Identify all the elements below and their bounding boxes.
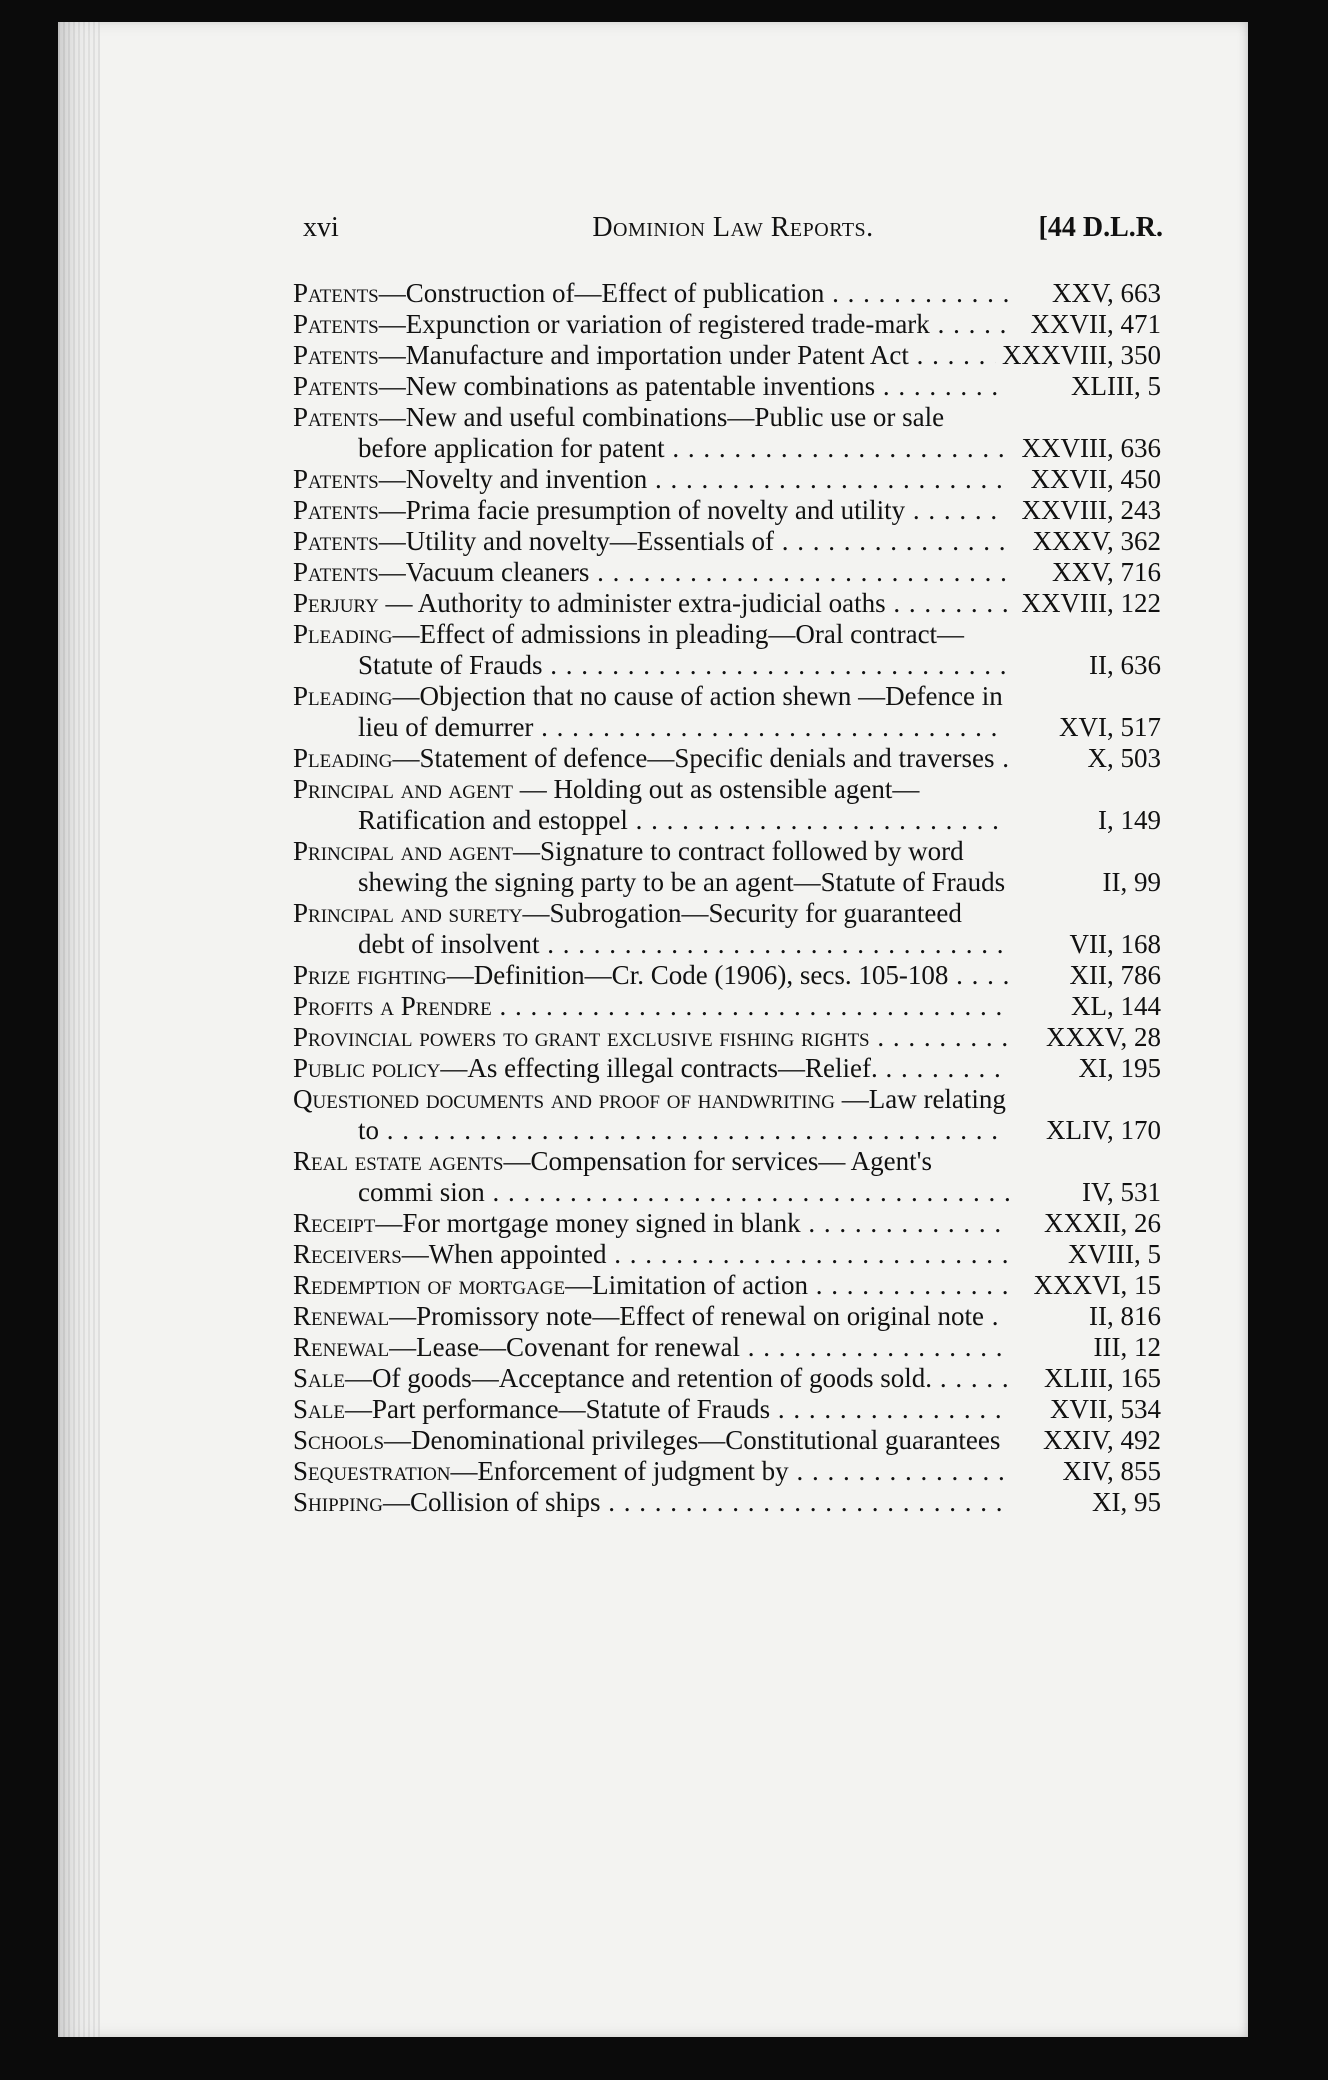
entry-reference: XII, 786 — [1064, 960, 1161, 991]
index-entry — [293, 836, 1161, 898]
entry-reference: XXV, 716 — [1046, 557, 1161, 588]
entry-text: —Effect of admissions in pleading—Oral contract—Statute of Frauds — [358, 619, 965, 680]
entry-reference: XXIV, 492 — [1037, 1425, 1161, 1456]
entry-reference: II, 816 — [1083, 1301, 1161, 1332]
entry-heading: Patents — [293, 526, 379, 556]
entry-text: —Definition—Cr. Code (1906), secs. 105-108 — [446, 960, 949, 990]
entry-heading: Real estate agents — [293, 1146, 504, 1176]
index-entry — [293, 1456, 1161, 1487]
page-edge — [58, 22, 100, 2037]
entry-text: —Utility and novelty—Essentials of — [378, 526, 774, 556]
entry-heading: Pleading — [293, 619, 393, 649]
entry-heading: Patents — [293, 371, 379, 401]
entry-text: —Manufacture and importation under Patent Act — [378, 340, 909, 370]
index-entry — [293, 1084, 1161, 1146]
index-entry — [293, 619, 1161, 681]
index-entry — [293, 402, 1161, 464]
entry-text: —Collision of ships — [382, 1487, 601, 1517]
index-entry — [293, 1301, 1161, 1332]
index-entry — [293, 340, 1161, 371]
entry-reference: XXVIII, 122 — [1016, 588, 1161, 619]
entry-reference: XXXVIII, 350 — [996, 340, 1161, 371]
entry-reference: XLIV, 170 — [1040, 1115, 1161, 1146]
entry-reference: XVI, 517 — [1053, 712, 1161, 743]
entry-heading: Schools — [293, 1425, 385, 1455]
index-entry — [293, 371, 1161, 402]
entry-text: —Objection that no cause of action shewn —Defence in lieu of demurrer — [358, 681, 1003, 742]
index-entry — [293, 1394, 1161, 1425]
entry-text: —New and useful combinations—Public use or sale before application for patent — [358, 402, 945, 463]
entry-text: —As effecting illegal contracts—Relief. — [440, 1053, 878, 1083]
entry-text: —Denominational privileges—Constitutional guarantees — [384, 1425, 1001, 1455]
entry-text: —Subrogation—Security for guaranteed debt of insolvent — [358, 898, 962, 959]
entry-heading: Principal and agent — [293, 774, 513, 804]
entry-text: —Law relating to — [358, 1084, 1006, 1145]
entry-reference: III, 12 — [1088, 1332, 1161, 1363]
entry-heading: Receipt — [293, 1208, 376, 1238]
index-entry — [293, 960, 1161, 991]
index-entry — [293, 1425, 1161, 1456]
entry-heading: Patents — [293, 495, 379, 525]
entry-heading: Principal and surety — [293, 898, 523, 928]
entry-reference: XXV, 663 — [1046, 278, 1161, 309]
index-entry — [293, 1363, 1161, 1394]
entry-heading: Sequestration — [293, 1456, 451, 1486]
entry-heading: Patents — [293, 278, 379, 308]
dot-leader — [358, 1115, 999, 1146]
entry-text: —New combinations as patentable inventions — [378, 371, 876, 401]
index-entry — [293, 588, 1161, 619]
entry-reference: XVIII, 5 — [1062, 1239, 1161, 1270]
entry-text: —When appointed — [401, 1239, 607, 1269]
entry-reference: XXVII, 450 — [1025, 464, 1161, 495]
index-entry — [293, 278, 1161, 309]
entry-text: —Compensation for services— Agent's commi sion — [358, 1146, 933, 1207]
index-entry — [293, 681, 1161, 743]
running-header — [303, 212, 1163, 252]
index-entry — [293, 526, 1161, 557]
index-entry — [293, 1053, 1161, 1084]
entry-heading: Principal and agent — [293, 836, 513, 866]
entry-reference: XLIII, 165 — [1038, 1363, 1161, 1394]
volume-reference: [44 D.L.R. — [1038, 212, 1163, 243]
entry-reference: XXXV, 28 — [1040, 1022, 1161, 1053]
index-entry — [293, 774, 1161, 836]
page-number: xvi — [303, 212, 339, 243]
entry-text: —For mortgage money signed in blank — [375, 1208, 801, 1238]
entry-reference: X, 503 — [1082, 743, 1162, 774]
index-entry — [293, 1270, 1161, 1301]
entry-reference: II, 636 — [1083, 650, 1161, 681]
entry-text: —Statement of defence—Specific denials and traverses — [392, 743, 995, 773]
entry-reference: XXVIII, 243 — [1016, 495, 1161, 526]
entry-heading: Profits a Prendre — [293, 991, 492, 1021]
entry-heading: Patents — [293, 557, 379, 587]
entry-reference: XI, 95 — [1086, 1487, 1161, 1518]
index-entry — [293, 495, 1161, 526]
index-entry — [293, 1022, 1161, 1053]
entry-heading: Renewal — [293, 1301, 390, 1331]
entry-text: —Promissory note—Effect of renewal on original note — [389, 1301, 984, 1331]
entry-heading: Public policy — [293, 1053, 441, 1083]
entry-heading: Redemption of mortgage — [293, 1270, 566, 1300]
running-title: Dominion Law Reports. — [592, 212, 874, 243]
index-entry — [293, 557, 1161, 588]
entry-text: —Vacuum cleaners — [378, 557, 590, 587]
entry-reference: I, 149 — [1092, 805, 1161, 836]
entry-text: —Enforcement of judgment by — [450, 1456, 789, 1486]
entry-reference: XVII, 534 — [1044, 1394, 1161, 1425]
entry-text: —Expunction or variation of registered trade-mark — [378, 309, 930, 339]
entry-reference: XLIII, 5 — [1065, 371, 1161, 402]
entry-text: —Construction of—Effect of publication — [378, 278, 825, 308]
index-entry — [293, 898, 1161, 960]
entry-text: —Of goods—Acceptance and retention of goods sold. — [344, 1363, 933, 1393]
entry-reference: II, 99 — [1097, 867, 1161, 898]
entry-heading: Pleading — [293, 681, 393, 711]
entry-heading: Provincial powers to grant exclusive fishing rights — [293, 1022, 870, 1052]
entry-heading: Prize fighting — [293, 960, 447, 990]
entry-text: — Authority to administer extra-judicial oaths — [378, 588, 886, 618]
index-entry — [293, 991, 1161, 1022]
entry-reference: XIV, 855 — [1056, 1456, 1161, 1487]
entry-heading: Patents — [293, 309, 379, 339]
index-entry — [293, 1332, 1161, 1363]
entry-heading: Patents — [293, 464, 379, 494]
entry-heading: Shipping — [293, 1487, 383, 1517]
entry-heading: Sale — [293, 1363, 345, 1393]
index-entry — [293, 1208, 1161, 1239]
entry-text: —Novelty and invention — [378, 464, 648, 494]
index-entry — [293, 1239, 1161, 1270]
index-entry — [293, 1146, 1161, 1208]
entry-heading: Receivers — [293, 1239, 402, 1269]
entry-heading: Perjury — [293, 588, 379, 618]
entry-text: —Lease—Covenant for renewal — [389, 1332, 740, 1362]
entry-text: —Part performance—Statute of Frauds — [344, 1394, 771, 1424]
entry-text: —Limitation of action — [565, 1270, 809, 1300]
entry-reference: XXXVI, 15 — [1028, 1270, 1162, 1301]
entry-heading: Questioned documents and proof of handwriting — [293, 1084, 835, 1114]
entry-heading: Pleading — [293, 743, 393, 773]
index-entry — [293, 743, 1161, 774]
entry-text: —Signature to contract followed by word shewing the signing party to be an agent—Statute of Frauds — [358, 836, 1006, 897]
entry-reference: XXVIII, 636 — [1016, 433, 1161, 464]
entry-heading: Renewal — [293, 1332, 390, 1362]
entry-text: —Prima facie presumption of novelty and utility — [378, 495, 906, 525]
entry-reference: XXXV, 362 — [1026, 526, 1161, 557]
entry-text: — Holding out as ostensible agent—Ratification and estoppel — [358, 774, 920, 835]
entry-reference: XI, 195 — [1073, 1053, 1162, 1084]
entry-heading: Patents — [293, 402, 379, 432]
entry-reference: XL, 144 — [1065, 991, 1161, 1022]
entry-reference: XXVII, 471 — [1025, 309, 1161, 340]
entry-heading: Patents — [293, 340, 379, 370]
entry-reference: XXXII, 26 — [1038, 1208, 1161, 1239]
index-entry — [293, 464, 1161, 495]
entry-heading: Sale — [293, 1394, 345, 1424]
index-entry — [293, 309, 1161, 340]
index-list — [293, 278, 1161, 1518]
index-entry — [293, 1487, 1161, 1518]
entry-reference: IV, 531 — [1076, 1177, 1161, 1208]
entry-reference: VII, 168 — [1064, 929, 1161, 960]
